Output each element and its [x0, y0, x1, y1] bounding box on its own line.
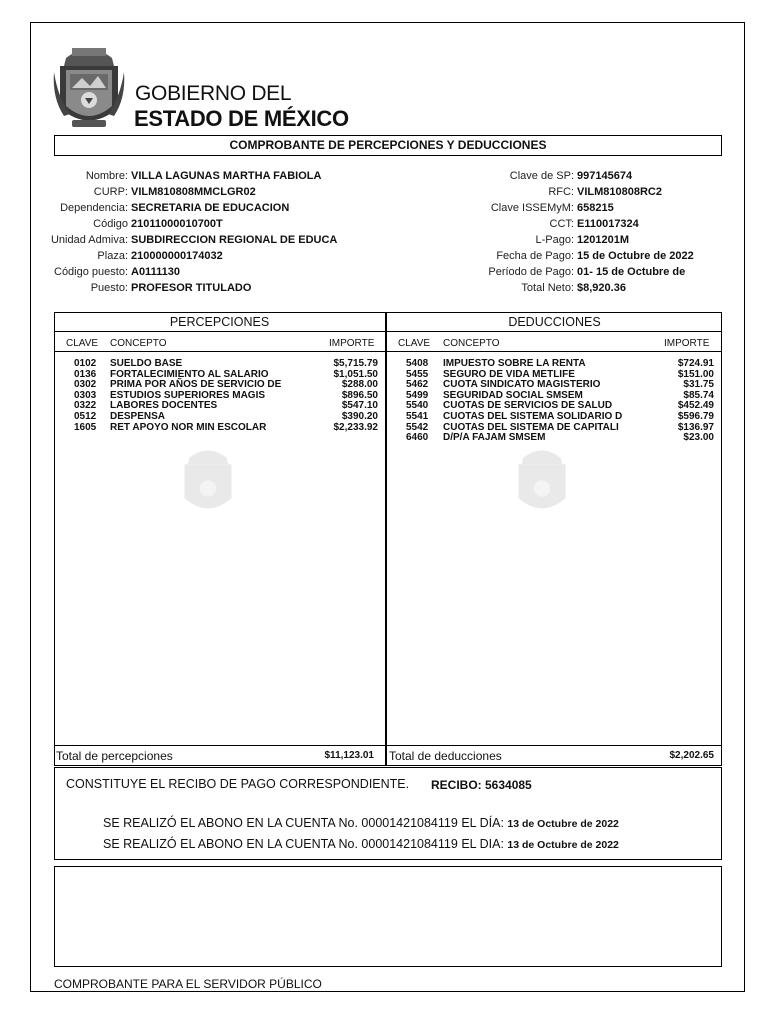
document-title: COMPROBANTE DE PERCEPCIONES Y DEDUCCIONES	[229, 138, 547, 152]
gov-name-line1: GOBIERNO DEL	[135, 82, 292, 105]
field-label: RFC:	[548, 186, 574, 198]
field-value: 210000000174032	[131, 250, 223, 262]
row-concepto: CUOTAS DEL SISTEMA DE CAPITALI	[443, 421, 619, 433]
field-label: Código	[93, 218, 128, 230]
deposit-text: SE REALIZÓ EL ABONO EN LA CUENTA No. 00001421084119	[103, 816, 458, 830]
row-importe: $452.49	[677, 400, 714, 412]
row-concepto: DESPENSA	[110, 410, 166, 422]
row-clave: 6460	[406, 432, 429, 444]
field-value: SUBDIRECCION REGIONAL DE EDUCA	[131, 234, 338, 246]
title-rule	[54, 331, 722, 332]
deducciones-total-label: Total de deducciones	[389, 749, 502, 763]
row-clave: 0303	[74, 389, 97, 401]
row-importe: $2,233.92	[333, 421, 378, 433]
header-rule	[54, 351, 722, 352]
field-value: 21011000010700T	[131, 218, 223, 230]
percepciones-header-concepto: CONCEPTO	[110, 338, 167, 349]
row-importe: $288.00	[341, 379, 378, 391]
field-value: $8,920.36	[577, 282, 626, 294]
field-label: Nombre:	[85, 170, 128, 182]
row-clave: 5455	[406, 368, 429, 380]
field-value: E110017324	[577, 218, 639, 230]
percepciones-title: PERCEPCIONES	[169, 315, 270, 329]
receipt-statement: CONSTITUYE EL RECIBO DE PAGO CORRESPONDIENTE.	[66, 777, 410, 791]
row-importe: $151.00	[677, 368, 714, 380]
field-label: Código puesto:	[54, 266, 128, 278]
field-value: VILM810808RC2	[577, 186, 662, 198]
row-clave: 5541	[406, 410, 429, 422]
row-clave: 5542	[406, 421, 429, 433]
field-value: VILM810808MMCLGR02	[131, 186, 256, 198]
field-label: L-Pago:	[535, 234, 574, 246]
row-importe: $85.74	[683, 389, 714, 401]
row-concepto: RET APOYO NOR MIN ESCOLAR	[110, 421, 267, 433]
row-importe: $390.20	[341, 410, 378, 422]
table-row	[54, 359, 385, 370]
table-row	[54, 401, 385, 412]
table-row	[54, 423, 385, 434]
deducciones-list	[387, 359, 722, 444]
row-importe: $547.10	[341, 400, 378, 412]
deducciones-total-value: $2,202.65	[669, 750, 714, 761]
field-value: 15 de Octubre de 2022	[577, 250, 694, 262]
row-clave: 5408	[406, 358, 429, 369]
gov-name-line2: ESTADO DE MÉXICO	[134, 106, 349, 131]
row-concepto: ESTUDIOS SUPERIORES MAGIS	[110, 389, 266, 401]
field-label: Plaza:	[97, 250, 128, 262]
field-value: 997145674	[577, 170, 633, 182]
table-row	[387, 423, 722, 434]
deposit-line-1	[103, 816, 619, 830]
deducciones-header-concepto: CONCEPTO	[443, 338, 500, 349]
field-value: 658215	[577, 202, 614, 214]
row-concepto: SUELDO BASE	[110, 358, 183, 369]
table-row	[387, 433, 722, 444]
deducciones-header-importe: IMPORTE	[664, 338, 710, 349]
row-clave: 0302	[74, 379, 97, 391]
row-importe: $5,715.79	[333, 358, 378, 369]
row-importe: $596.79	[677, 410, 714, 422]
table-row	[387, 359, 722, 370]
row-concepto: FORTALECIMIENTO AL SALARIO	[110, 368, 269, 380]
field-label: Dependencia:	[60, 202, 128, 214]
row-clave: 0322	[74, 400, 97, 412]
percepciones-header-clave: CLAVE	[66, 338, 99, 349]
field-label: Total Neto:	[521, 282, 574, 294]
coat-of-arms-icon	[52, 38, 126, 133]
field-value: 1201201M	[577, 234, 629, 246]
percepciones-total-value: $11,123.01	[324, 750, 374, 761]
row-importe: $1,051.50	[333, 368, 378, 380]
row-importe: $31.75	[683, 379, 714, 391]
table-row	[54, 391, 385, 402]
row-clave: 5499	[406, 389, 429, 401]
field-label: Unidad Admiva:	[50, 234, 128, 246]
row-clave: 5462	[406, 379, 429, 391]
row-concepto: PRIMA POR AÑOS DE SERVICIO DE	[110, 379, 282, 391]
deposit-date: 13 de Octubre de 2022	[507, 818, 619, 830]
field-value: SECRETARIA DE EDUCACION	[131, 202, 290, 214]
field-label: Período de Pago:	[488, 266, 574, 278]
total-rule	[54, 745, 722, 746]
receipt-number: RECIBO: 5634085	[431, 778, 532, 792]
field-label: Puesto:	[90, 282, 128, 294]
deposit-dia-label: EL DIA:	[461, 837, 504, 851]
row-clave: 0102	[74, 358, 97, 369]
row-concepto: SEGURO DE VIDA METLIFE	[443, 368, 575, 380]
percepciones-total-label: Total de percepciones	[56, 749, 173, 763]
table-row	[387, 412, 722, 423]
row-clave: 0136	[74, 368, 97, 380]
watermark-emblem-icon	[178, 440, 238, 520]
row-concepto: CUOTA SINDICATO MAGISTERIO	[443, 379, 601, 391]
percepciones-list	[54, 359, 385, 433]
watermark-emblem-icon	[512, 440, 572, 520]
deposit-dia-label: EL DÍA:	[461, 816, 504, 830]
field-label: Clave de SP:	[509, 170, 574, 182]
row-concepto: CUOTAS DEL SISTEMA SOLIDARIO D	[443, 410, 623, 422]
row-concepto: LABORES DOCENTES	[110, 400, 218, 412]
deposit-date: 13 de Octubre de 2022	[507, 839, 619, 851]
row-concepto: SEGURIDAD SOCIAL SMSEM	[443, 389, 583, 401]
row-concepto: CUOTAS DE SERVICIOS DE SALUD	[443, 400, 613, 412]
row-importe: $136.97	[677, 421, 714, 433]
field-value: 01- 15 de Octubre de	[577, 266, 686, 278]
field-label: Clave ISSEMyM:	[490, 202, 574, 214]
footer-note: COMPROBANTE PARA EL SERVIDOR PÚBLICO	[54, 977, 322, 991]
row-clave: 1605	[74, 421, 97, 433]
field-label: CCT:	[549, 218, 574, 230]
row-concepto: D/P/A FAJAM SMSEM	[443, 432, 546, 444]
row-importe: $23.00	[683, 432, 714, 444]
deducciones-header-clave: CLAVE	[398, 338, 431, 349]
deposit-line-2	[103, 837, 619, 851]
field-label: Fecha de Pago:	[496, 250, 574, 262]
deposit-text: SE REALIZÓ EL ABONO EN LA CUENTA No. 00001421084119	[103, 837, 458, 851]
row-importe: $896.50	[341, 389, 378, 401]
notes-box	[54, 866, 722, 967]
table-row	[54, 412, 385, 423]
field-value: PROFESOR TITULADO	[131, 282, 252, 294]
field-value: VILLA LAGUNAS MARTHA FABIOLA	[131, 170, 322, 182]
row-importe: $724.91	[677, 358, 714, 369]
field-value: A0111130	[131, 266, 180, 278]
row-concepto: IMPUESTO SOBRE LA RENTA	[443, 358, 586, 369]
row-clave: 0512	[74, 410, 97, 422]
field-label: CURP:	[93, 186, 128, 198]
document-title-box	[54, 135, 722, 156]
deducciones-title: DEDUCCIONES	[508, 315, 601, 329]
percepciones-header-importe: IMPORTE	[329, 338, 375, 349]
row-clave: 5540	[406, 400, 429, 412]
